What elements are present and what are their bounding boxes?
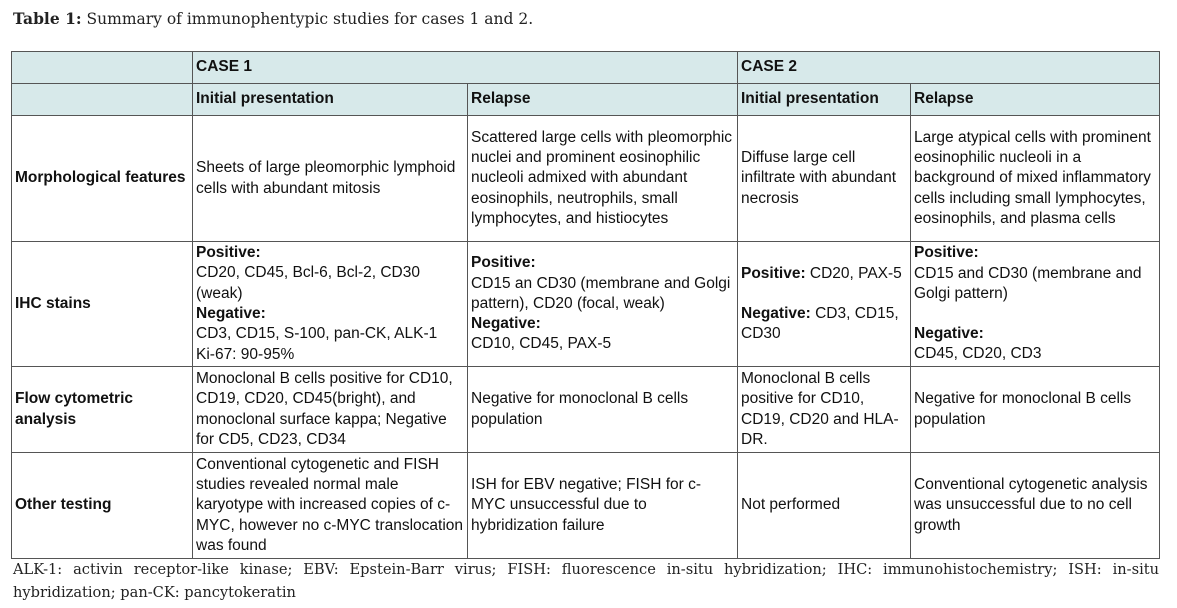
table-caption-text: Summary of immunophentypic studies for cases 1 and 2.: [81, 10, 534, 28]
table-row-ihc: [12, 242, 1160, 367]
ihc-c2r-positive-list: CD15 and CD30 (membrane and Golgi pattern): [914, 264, 1142, 302]
ihc-c1r-positive-list: CD15 an CD30 (membrane and Golgi pattern), CD20 (focal, weak): [471, 274, 731, 312]
other-case1-relapse: ISH for EBV negative; FISH for c-MYC unsuccessful due to hybridization failure: [468, 453, 738, 559]
ihc-c1i-positive-label: Positive:: [196, 244, 261, 262]
flow-case2-relapse: Negative for monoclonal B cells population: [911, 367, 1160, 453]
ihc-c1r-negative-label: Negative:: [471, 315, 541, 333]
morph-case2-initial: Diffuse large cell infiltrate with abundant necrosis: [738, 116, 911, 242]
table-footnote: ALK-1: activin receptor-like kinase; EBV: Epstein-Barr virus; FISH: fluorescence in-situ hybridization; IHC: immunohistochemistry; ISH: in-situ hybridization; pan-CK: pancytokeratin: [13, 561, 1159, 601]
subheader-row: [12, 84, 1160, 116]
other-case2-initial: Not performed: [738, 453, 911, 559]
case1-header: CASE 1: [193, 52, 738, 84]
ihc-c2i-positive-list: CD20, PAX-5: [805, 264, 902, 282]
case2-header: CASE 2: [738, 52, 1160, 84]
header-empty-cell: [12, 52, 193, 84]
table-caption: [13, 9, 533, 28]
ihc-case2-relapse: [911, 242, 1160, 367]
ihc-c1i-negative-label: Negative:: [196, 305, 266, 322]
morph-case1-initial: Sheets of large pleomorphic lymphoid cells with abundant mitosis: [193, 116, 468, 242]
ihc-c2i-positive-label: Positive:: [741, 264, 806, 282]
table-row-other: [12, 453, 1160, 559]
case2-initial-header: Initial presentation: [738, 84, 911, 116]
flow-case1-relapse: Negative for monoclonal B cells population: [468, 367, 738, 453]
morph-case1-relapse: Scattered large cells with pleomorphic nuclei and prominent eosinophilic nucleoli admixed with abundant eosinophils, neutrophils, small lymphocytes, and histiocytes: [468, 116, 738, 242]
ihc-c2i-negative-label: Negative:: [741, 304, 811, 322]
row-label-other: Other testing: [12, 453, 193, 559]
ihc-c1i-negative-list: CD3, CD15, S-100, pan-CK, ALK-1: [196, 325, 438, 343]
case1-relapse-header: Relapse: [468, 84, 738, 116]
row-label-ihc: IHC stains: [12, 242, 193, 367]
table-caption-label: Table 1:: [13, 9, 82, 28]
ihc-case1-relapse: [468, 242, 738, 367]
summary-table: [11, 51, 1160, 559]
ihc-c2r-positive-label: Positive:: [914, 244, 979, 262]
case2-relapse-header: Relapse: [911, 84, 1160, 116]
ihc-c2r-negative-label: Negative:: [914, 325, 984, 343]
case-header-row: [12, 52, 1160, 84]
ihc-c1i-ki67: Ki-67: 90-95%: [196, 345, 295, 363]
table-row-flow: [12, 367, 1160, 453]
flow-case2-initial: Monoclonal B cells positive for CD10, CD19, CD20 and HLA-DR.: [738, 367, 911, 453]
subheader-empty-cell: [12, 84, 193, 116]
row-label-flow: Flow cytometric analysis: [12, 367, 193, 453]
row-label-morphology: Morphological features: [12, 116, 193, 242]
ihc-c1i-positive-list: CD20, CD45, Bcl-6, Bcl-2, CD30 (weak): [196, 264, 420, 302]
other-case1-initial: Conventional cytogenetic and FISH studies revealed normal male karyotype with increased copies of c-MYC, however no c-MYC translocation was found: [193, 453, 468, 559]
case1-initial-header: Initial presentation: [193, 84, 468, 116]
flow-case1-initial: Monoclonal B cells positive for CD10, CD19, CD20, CD45(bright), and monoclonal surface kappa; Negative for CD5, CD23, CD34: [193, 367, 468, 453]
ihc-case2-initial: [738, 242, 911, 367]
table-row-morphology: [12, 116, 1160, 242]
ihc-c1r-negative-list: CD10, CD45, PAX-5: [471, 335, 612, 353]
ihc-case1-initial: [193, 242, 468, 367]
ihc-c2r-negative-list: CD45, CD20, CD3: [914, 345, 1042, 363]
ihc-c1r-positive-label: Positive:: [471, 254, 536, 272]
ihc-c2i-negative-list: CD3, CD15, CD30: [741, 304, 899, 343]
other-case2-relapse: Conventional cytogenetic analysis was unsuccessful due to no cell growth: [911, 453, 1160, 559]
morph-case2-relapse: Large atypical cells with prominent eosinophilic nucleoli in a background of mixed inflammatory cells including small lymphocytes, eosinophils, and plasma cells: [911, 116, 1160, 242]
